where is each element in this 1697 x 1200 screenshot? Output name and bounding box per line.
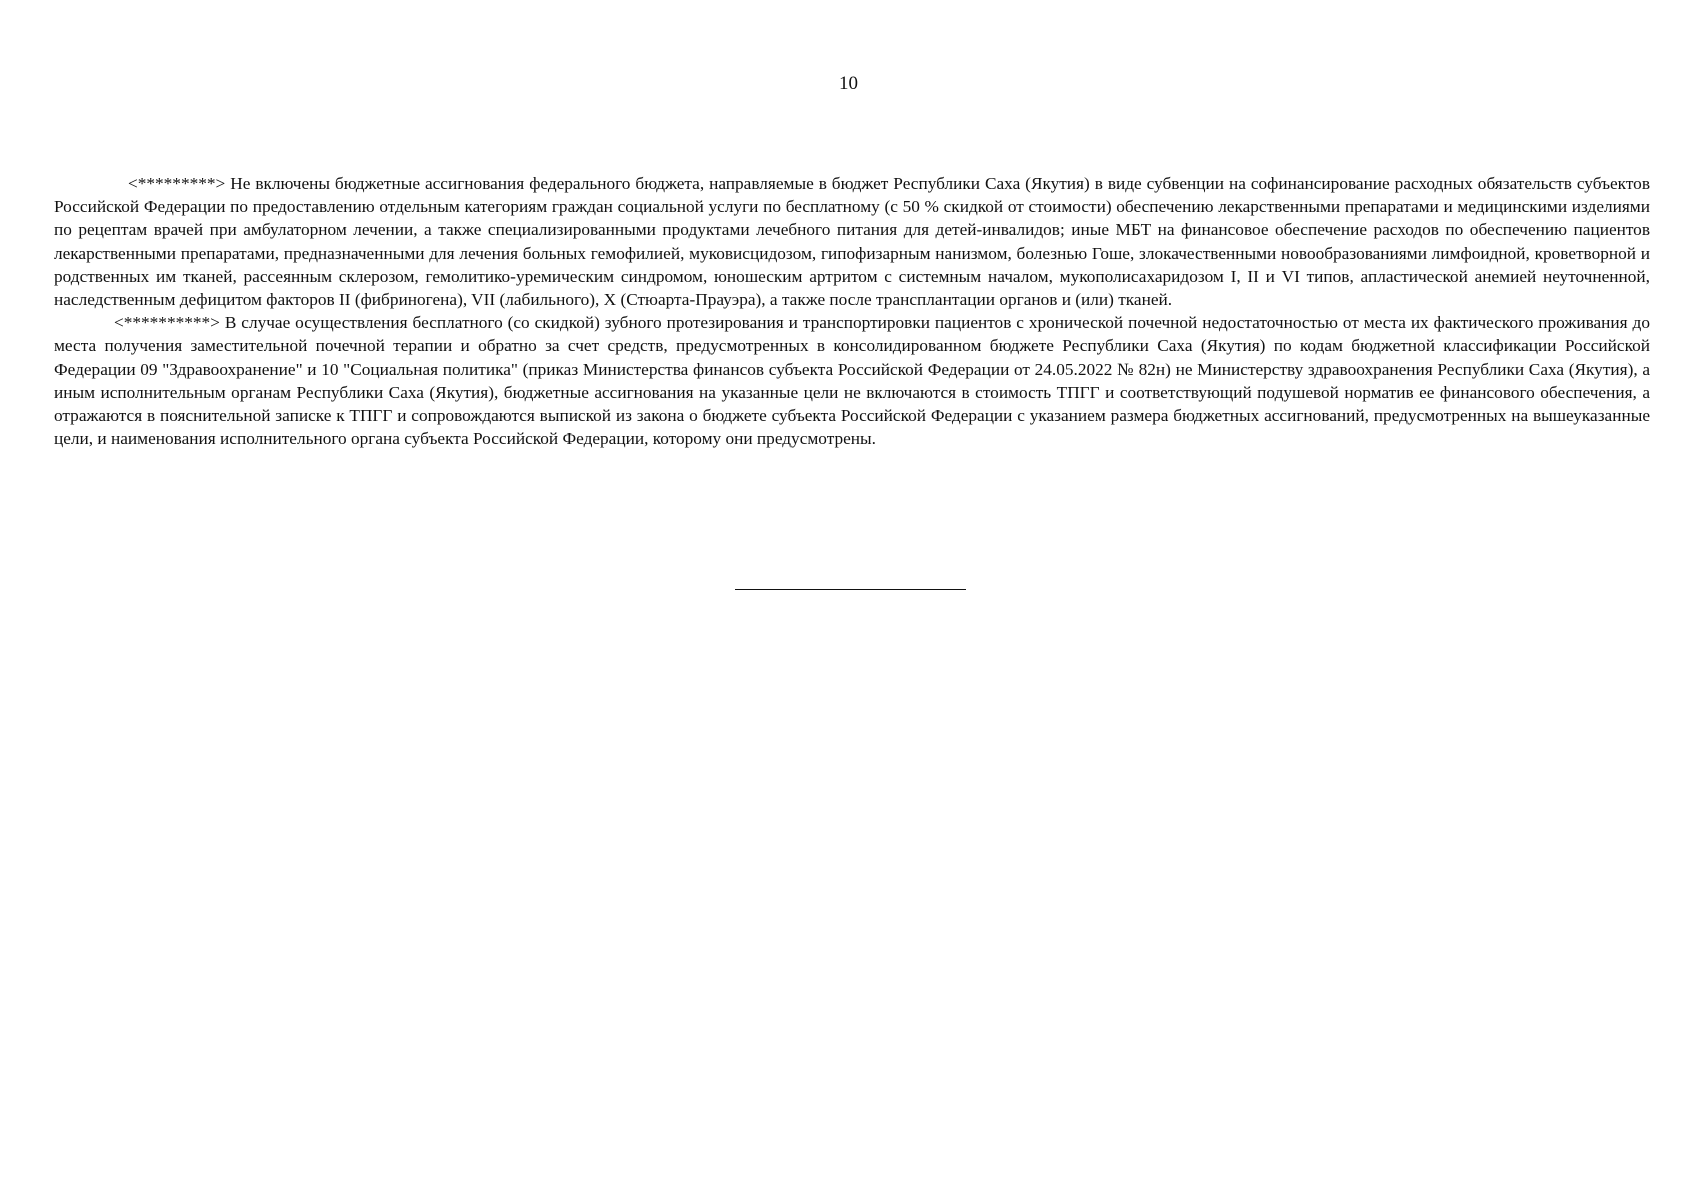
footnote — [54, 172, 1650, 311]
footnotes-block — [54, 172, 1650, 450]
footnote-marker: <*********> — [128, 174, 226, 193]
footnote-text: Не включены бюджетные ассигнования федерального бюджета, направляемые в бюджет Республики Саха (Якутия) в виде субвенции на софинансирование расходных обязательств субъектов Российской Федерации по предоставлению отдельным категориям граждан социальной услуги по бесплатному (с 50 % скидкой от стоимости) обеспечению лекарственными препаратами и медицинскими изделиями по рецептам врачей при амбулаторном лечении, а также специализированными продуктами лечебного питания для детей-инвалидов; иные МБТ на финансовое обеспечение расходов по обеспечению пациентов лекарственными препаратами, предназначенными для лечения больных гемофилией, муковисцидозом, гипофизарным нанизмом, болезнью Гоше, злокачественными новообразованиями лимфоидной, кроветворной и родственных им тканей, рассеянным склерозом, гемолитико-уремическим синдромом, юношеским артритом с системным началом, мукополисахаридозом I, II и VI типов, апластической анемией неуточненной, наследственным дефицитом факторов II (фибриногена), VII (лабильного), X (Стюарта-Прауэра), а также после трансплантации органов и (или) тканей. — [54, 174, 1650, 310]
footnote-text: В случае осуществления бесплатного (со скидкой) зубного протезирования и транспортировки пациентов с хронической почечной недостаточностью от места их фактического проживания до места получения заместительной почечной терапии и обратно за счет средств, предусмотренных в консолидированном бюджете Республики Саха (Якутия) по кодам бюджетной классификации Российской Федерации 09 "Здравоохранение" и 10 "Социальная политика" (приказ Министерства финансов субъекта Российской Федерации от 24.05.2022 № 82н) не Министерству здравоохранения Республики Саха (Якутия), а иным исполнительным органам Республики Саха (Якутия), бюджетные ассигнования на указанные цели не включаются в стоимость ТПГГ и соответствующий подушевой норматив ее финансового обеспечения, а отражаются в пояснительной записке к ТПГГ и сопровождаются выпиской из закона о бюджете субъекта Российской Федерации с указанием размера бюджетных ассигнований, предусмотренных на вышеуказанные цели, и наименования исполнительного органа субъекта Российской Федерации, которому они предусмотрены. — [54, 313, 1650, 449]
footnote-marker: <**********> — [114, 313, 220, 333]
closing-divider-line — [735, 589, 966, 590]
page-number: 10 — [839, 73, 858, 94]
footnote — [54, 311, 1650, 450]
